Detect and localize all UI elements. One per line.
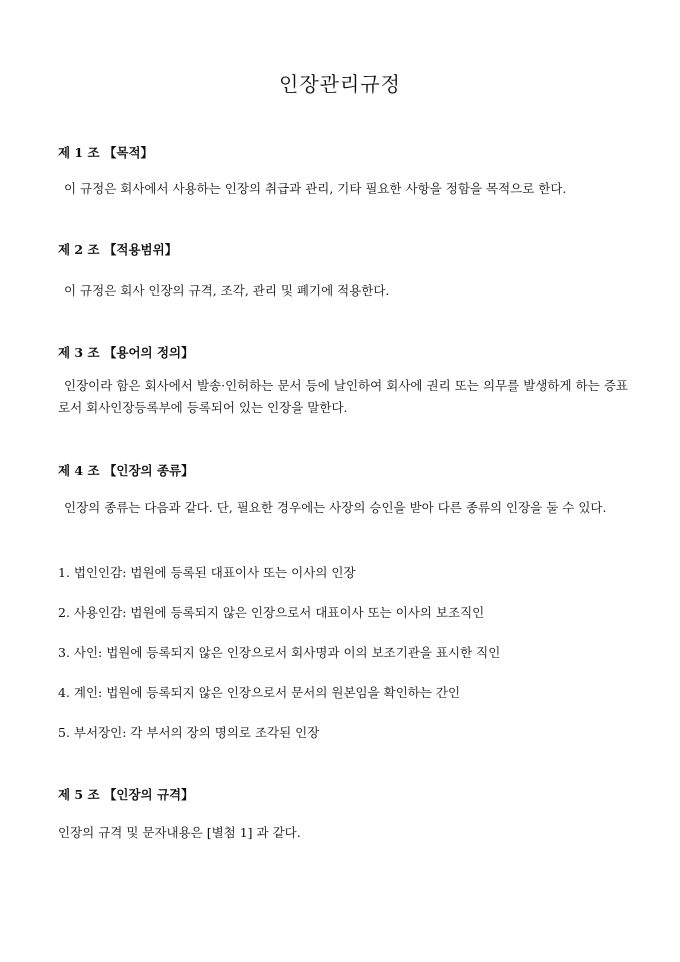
article-5-body: 인장의 규격 및 문자내용은 [별첨 1] 과 같다. — [58, 825, 301, 840]
article-4-item-1: 1. 법인인감: 법원에 등록된 대표이사 또는 이사의 인장 — [58, 565, 356, 580]
article-4-item-3: 3. 사인: 법원에 등록되지 않은 인장으로서 회사명과 이의 보조기관을 표시한 직인 — [58, 645, 501, 660]
article-4-item-2: 2. 사용인감: 법원에 등록되지 않은 인장으로서 대표이사 또는 이사의 보조직인 — [58, 605, 485, 620]
article-1-heading: 제 1 조 【목적】 — [58, 145, 154, 160]
article-1-body: 이 규정은 회사에서 사용하는 인장의 취급과 관리, 기타 필요한 사항을 정함을 목적으로 한다. — [64, 181, 567, 196]
article-5-heading: 제 5 조 【인장의 규격】 — [58, 787, 194, 802]
document-title: 인장관리규정 — [279, 72, 401, 96]
article-4-heading: 제 4 조 【인장의 종류】 — [58, 463, 194, 478]
article-3-heading: 제 3 조 【용어의 정의】 — [58, 345, 194, 360]
article-2-body: 이 규정은 회사 인장의 규격, 조각, 관리 및 폐기에 적용한다. — [64, 283, 390, 298]
article-3-body: 인장이라 함은 회사에서 발송·인허하는 문서 등에 날인하여 회사에 권리 또는 의무를 발생하게 하는 증표로서 회사인장등록부에 등록되어 있는 인장을 말한다. — [58, 378, 628, 415]
article-4-body: 인장의 종류는 다음과 같다. 단, 필요한 경우에는 사장의 승인을 받아 다른 종류의 인장을 둘 수 있다. — [64, 500, 607, 515]
article-4-item-4: 4. 계인: 법원에 등록되지 않은 인장으로서 문서의 원본임을 확인하는 간인 — [58, 685, 461, 700]
article-4-item-5: 5. 부서장인: 각 부서의 장의 명의로 조각된 인장 — [58, 725, 320, 740]
article-2-heading: 제 2 조 【적용범위】 — [58, 242, 178, 257]
